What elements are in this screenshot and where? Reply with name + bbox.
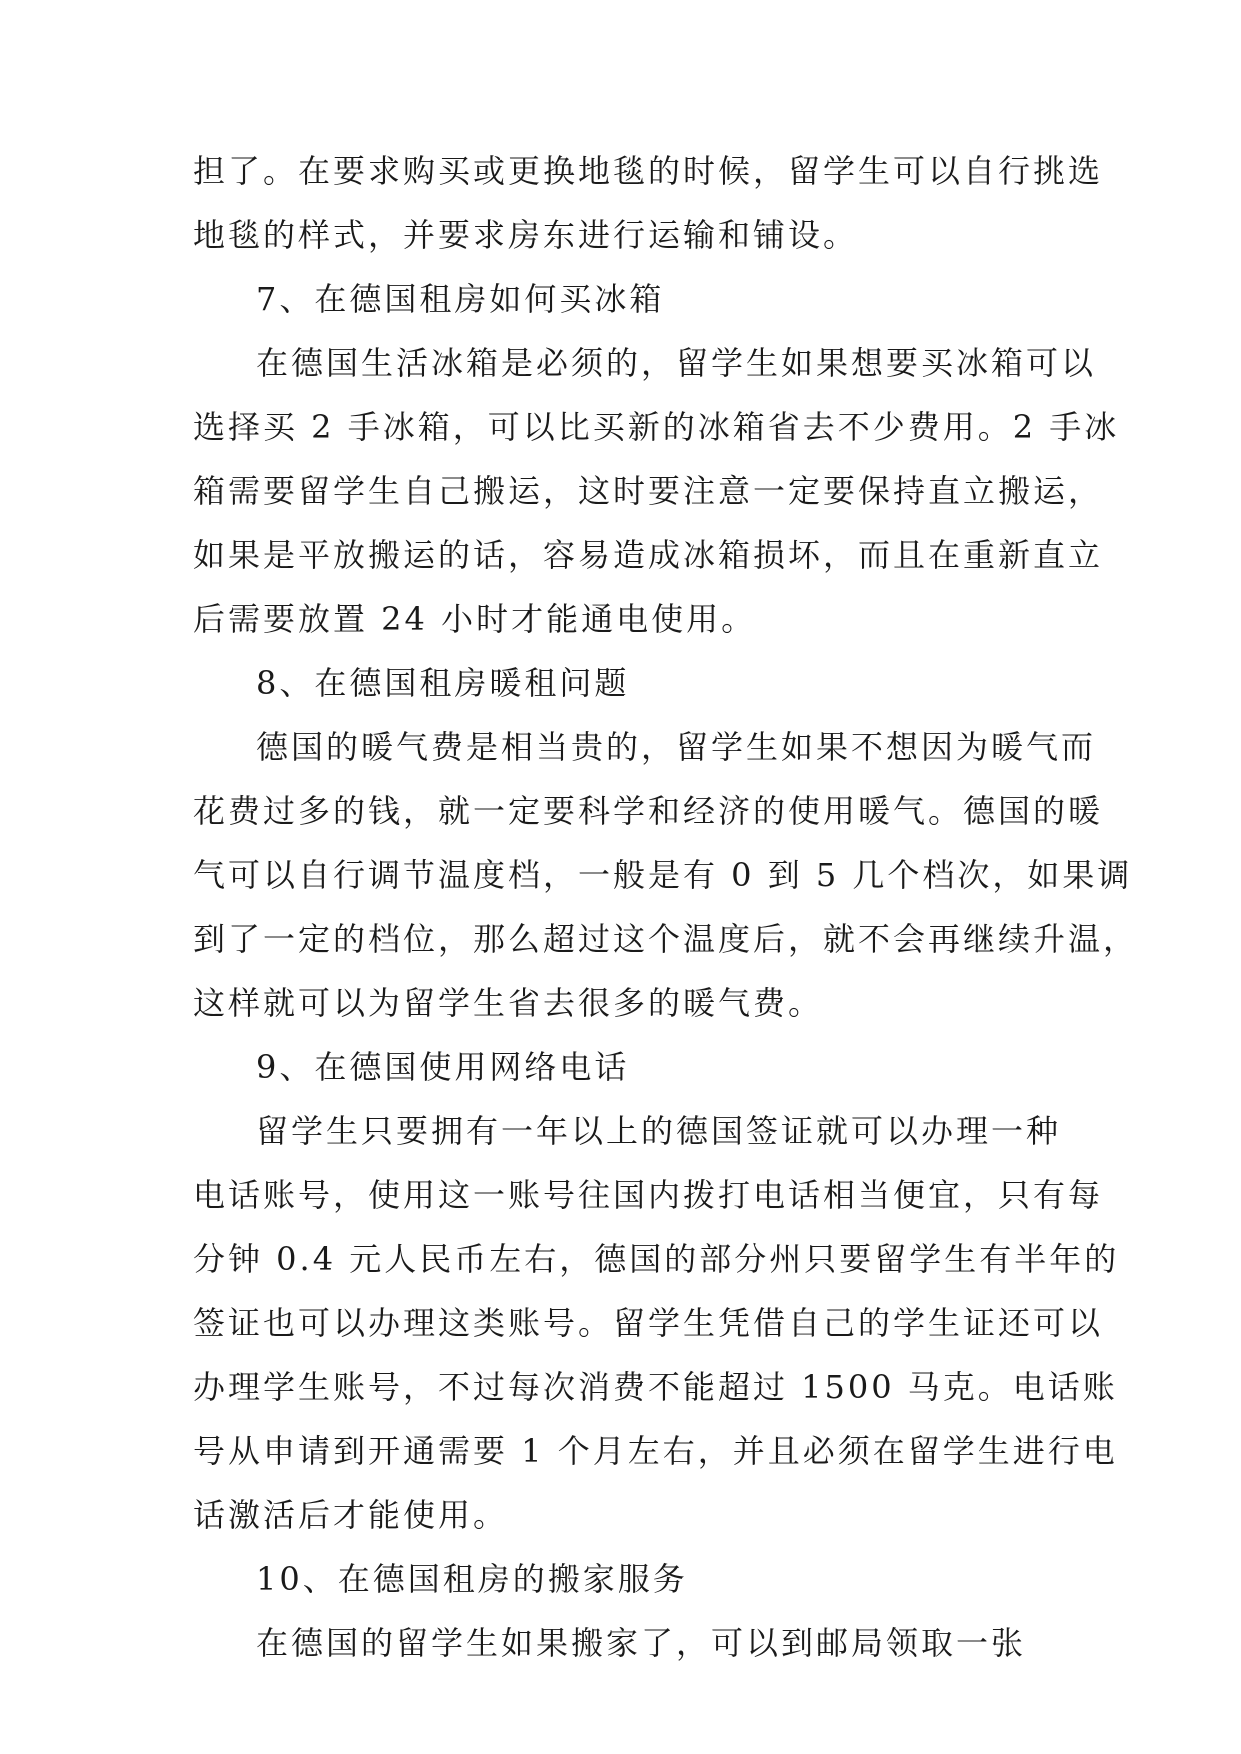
text-line: 如果是平放搬运的话，容易造成冰箱损坏，而且在重新直立 <box>193 536 1104 574</box>
text-line: 地毯的样式，并要求房东进行运输和铺设。 <box>193 216 859 254</box>
text-line: 号从申请到开通需要 1 个月左右，并且必须在留学生进行电 <box>193 1432 1118 1470</box>
text-line: 花费过多的钱，就一定要科学和经济的使用暖气。德国的暖 <box>193 792 1104 830</box>
text-line: 分钟 0.4 元人民币左右，德国的部分州只要留学生有半年的 <box>193 1240 1120 1278</box>
paragraph-start: 在德国生活冰箱是必须的，留学生如果想要买冰箱可以 <box>256 344 1097 382</box>
section-heading-10: 10、在德国租房的搬家服务 <box>256 1560 688 1598</box>
text-line: 后需要放置 24 小时才能通电使用。 <box>193 600 757 638</box>
text-line: 气可以自行调节温度档，一般是有 0 到 5 几个档次，如果调 <box>193 856 1133 894</box>
text-line: 签证也可以办理这类账号。留学生凭借自己的学生证还可以 <box>193 1304 1104 1342</box>
text-line: 办理学生账号，不过每次消费不能超过 1500 马克。电话账 <box>193 1368 1118 1406</box>
paragraph-start: 留学生只要拥有一年以上的德国签证就可以办理一种 <box>256 1112 1062 1150</box>
text-line: 担了。在要求购买或更换地毯的时候，留学生可以自行挑选 <box>193 152 1104 190</box>
section-heading-9: 9、在德国使用网络电话 <box>256 1048 630 1086</box>
paragraph-start: 在德国的留学生如果搬家了，可以到邮局领取一张 <box>256 1624 1027 1662</box>
section-heading-7: 7、在德国租房如何买冰箱 <box>256 280 665 318</box>
text-line: 到了一定的档位，那么超过这个温度后，就不会再继续升温， <box>193 920 1139 958</box>
section-heading-8: 8、在德国租房暖租问题 <box>256 664 630 702</box>
text-line: 这样就可以为留学生省去很多的暖气费。 <box>193 984 824 1022</box>
paragraph-start: 德国的暖气费是相当贵的，留学生如果不想因为暖气而 <box>256 728 1097 766</box>
text-line: 选择买 2 手冰箱，可以比买新的冰箱省去不少费用。2 手冰 <box>193 408 1120 446</box>
text-line: 话激活后才能使用。 <box>193 1496 509 1534</box>
text-line: 电话账号，使用这一账号往国内拨打电话相当便宜，只有每 <box>193 1176 1104 1214</box>
text-line: 箱需要留学生自己搬运，这时要注意一定要保持直立搬运， <box>193 472 1104 510</box>
